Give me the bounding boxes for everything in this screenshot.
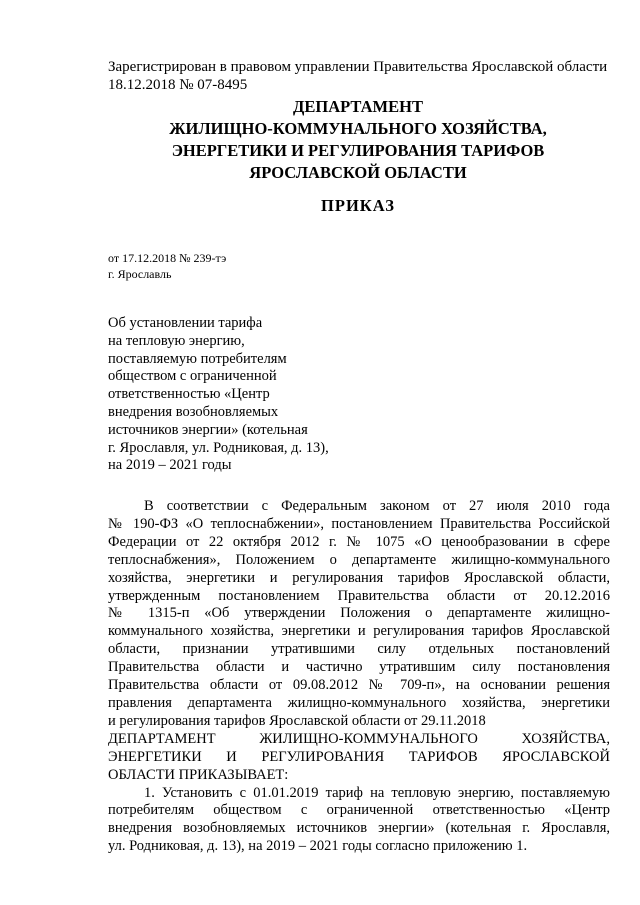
header-line-1: ДЕПАРТАМЕНТ <box>293 97 423 116</box>
preamble-line: теплоснабжения», Положением о департаменте жилищно-коммунального <box>108 551 610 568</box>
preamble-line: и регулирования тарифов Ярославской области от 29.11.2018 <box>108 712 486 729</box>
item-1-line: ул. Родниковая, д. 13), на 2019 – 2021 годы согласно приложению 1. <box>108 838 528 855</box>
order-city: г. Ярославль <box>108 267 172 281</box>
subject-line: источников энергии» (котельная <box>108 421 308 438</box>
preamble-line: коммунального хозяйства, энергетики и регулирования тарифов Ярославской <box>108 623 610 640</box>
item-1-line: внедрения возобновляемых источников энергии» (котельная г. Ярославля, <box>108 820 610 837</box>
header-line-2: ЖИЛИЩНО-КОММУНАЛЬНОГО ХОЗЯЙСТВА, <box>169 119 547 138</box>
registration-line-1: Зарегистрирован в правовом управлении Правительства Ярославской области <box>108 59 608 75</box>
order-body <box>108 498 610 856</box>
order-meta <box>108 250 226 282</box>
item-1-paragraph <box>108 785 610 857</box>
preamble-line: Федерации от 22 октября 2012 г. № 1075 «О ценообразовании в сфере <box>108 533 610 550</box>
header-line-3: ЭНЕРГЕТИКИ И РЕГУЛИРОВАНИЯ ТАРИФОВ <box>171 141 545 160</box>
subject-line: на тепловую энергию, <box>108 332 245 349</box>
registration-line-2: 18.12.2018 № 07-8495 <box>108 77 248 93</box>
subject-line: г. Ярославля, ул. Родниковая, д. 13), <box>108 439 329 456</box>
preamble-line: утвержденным постановлением Правительства области от 20.12.2016 <box>108 587 610 604</box>
subject-line: обществом с ограниченной <box>108 368 277 385</box>
subject-line: ответственностью «Центр <box>108 386 270 403</box>
item-1-line: потребителям обществом с ограниченной ответственностью «Центр <box>108 802 610 819</box>
department-header <box>108 96 608 184</box>
preamble-paragraph <box>108 498 610 731</box>
preamble-line: Правительства области от 09.08.2012 № 709-п», на основании решения <box>108 677 610 694</box>
resolution-line: ЭНЕРГЕТИКИ И РЕГУЛИРОВАНИЯ ТАРИФОВ ЯРОСЛАВСКОЙ <box>108 748 610 765</box>
preamble-line: № 190-ФЗ «О теплоснабжении», постановлением Правительства Российской <box>108 515 610 532</box>
preamble-line: Правительства области и частично утратившим силу постановления <box>108 659 610 676</box>
preamble-line: правления департамента жилищно-коммунального хозяйства, энергетики <box>108 694 610 711</box>
resolution-line: ДЕПАРТАМЕНТ ЖИЛИЩНО-КОММУНАЛЬНОГО ХОЗЯЙСТВА, <box>108 730 610 747</box>
subject-line: поставляемую потребителям <box>108 350 287 367</box>
subject-line: внедрения возобновляемых <box>108 403 279 420</box>
header-line-4: ЯРОСЛАВСКОЙ ОБЛАСТИ <box>249 163 467 182</box>
preamble-line: области, признании утратившими силу отдельных постановлений <box>108 641 610 658</box>
order-subject <box>108 315 398 475</box>
subject-line: Об установлении тарифа <box>108 315 263 331</box>
registration-note <box>108 58 608 94</box>
subject-line: на 2019 – 2021 годы <box>108 457 232 474</box>
order-title: ПРИКАЗ <box>321 196 395 215</box>
resolution-line: ОБЛАСТИ ПРИКАЗЫВАЕТ: <box>108 766 289 783</box>
preamble-line: В соответствии с Федеральным законом от 27 июля 2010 года <box>144 498 610 514</box>
item-1-line: 1. Установить с 01.01.2019 тариф на тепловую энергию, поставляемую <box>144 784 610 801</box>
order-date-number: от 17.12.2018 № 239-тэ <box>108 251 227 265</box>
resolution-paragraph <box>108 731 610 785</box>
preamble-line: № 1315-п «Об утверждении Положения о департаменте жилищно- <box>108 605 610 622</box>
preamble-line: хозяйства, энергетики и регулирования тарифов Ярославской области, <box>108 569 610 586</box>
